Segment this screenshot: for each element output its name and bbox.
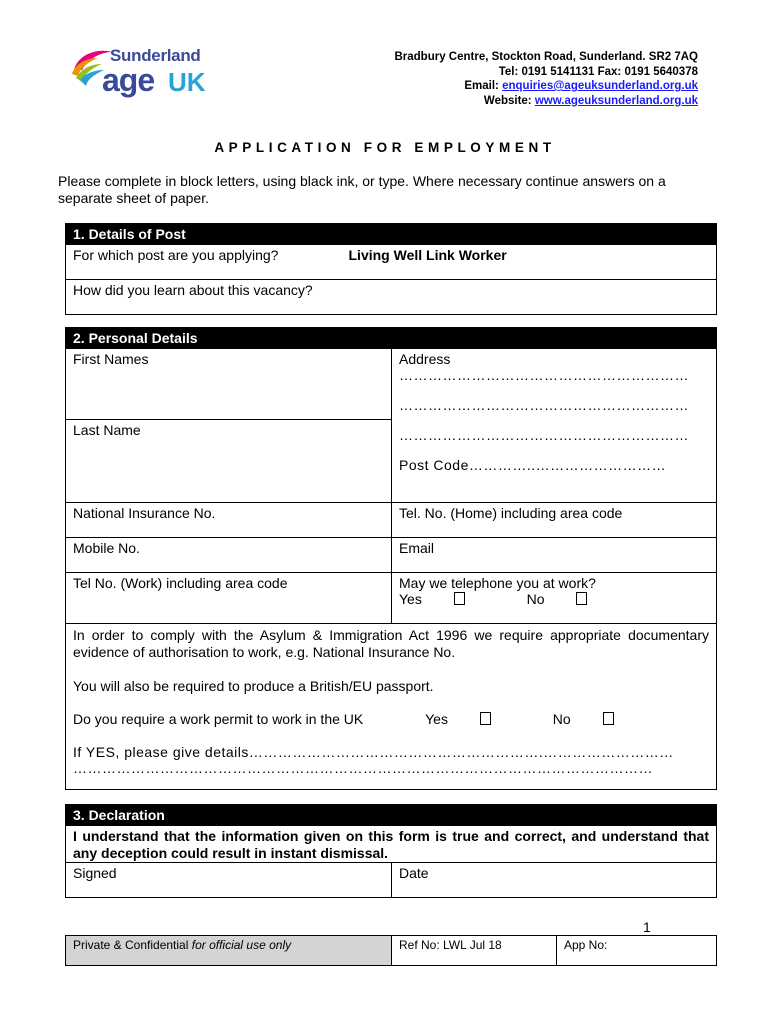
declaration-text: I understand that the information given on this form is true and correct, and understand that any deception could result in instant dismissal. (66, 826, 717, 863)
official-use-label: for official use only (191, 938, 292, 952)
phone-at-work-question: May we telephone you at work? (399, 575, 596, 591)
app-no-cell (557, 936, 717, 966)
intro-text: Please complete in block letters, using black ink, or type. Where necessary continue answers on a separate sheet of paper. (58, 173, 666, 206)
work-permit-yes-checkbox[interactable] (480, 712, 491, 725)
last-name-label: Last Name (73, 422, 141, 438)
email-label: Email: (464, 80, 503, 92)
vacancy-source-field[interactable] (66, 280, 717, 315)
vacancy-question: How did you learn about this vacancy? (73, 282, 313, 298)
phone-work-no-label: No (526, 591, 545, 607)
work-permit-details-line-1[interactable]: If YES, please give details…………………………………………………….……………………… (73, 744, 674, 760)
names-field[interactable] (66, 349, 392, 503)
email-link[interactable]: enquiries@ageuksunderland.org.uk (502, 80, 698, 92)
contact-tel: Tel: 0191 5141131 Fax: 0191 5640378 (498, 65, 698, 78)
logo-age-text: age (102, 62, 155, 98)
section-2-header: 2. Personal Details (66, 328, 717, 349)
section-3-header: 3. Declaration (66, 805, 717, 826)
signed-field[interactable] (66, 863, 392, 898)
phone-at-work-field (392, 573, 717, 624)
email-field-label: Email (399, 540, 435, 556)
logo-uk-text: UK (168, 67, 206, 97)
date-field[interactable] (392, 863, 717, 898)
first-names-label: First Names (73, 351, 149, 367)
org-logo (68, 40, 248, 102)
work-permit-no-checkbox[interactable] (603, 712, 614, 725)
address-label: Address (399, 351, 451, 367)
address-line-2: …………………………………………………… (399, 397, 689, 413)
website-label: Website: (483, 94, 535, 107)
signed-label: Signed (73, 865, 117, 881)
section-post-details (65, 223, 717, 315)
tel-home-label: Tel. No. (Home) including area code (399, 505, 623, 521)
ni-number-field[interactable] (66, 503, 392, 538)
ref-cell (392, 936, 557, 966)
post-applying-field[interactable] (66, 245, 717, 280)
names-divider (66, 367, 391, 420)
phone-work-yes-checkbox[interactable] (454, 592, 465, 605)
ni-label: National Insurance No. (73, 505, 216, 521)
work-permit-question: Do you require a work permit to work in the UK (73, 711, 364, 727)
confidential-cell (66, 936, 392, 966)
phone-work-no-checkbox[interactable] (576, 592, 587, 605)
post-code-line: Post Code…………..……………………… (399, 457, 667, 473)
date-label: Date (399, 865, 429, 881)
tel-home-field[interactable] (392, 503, 717, 538)
post-question: For which post are you applying? (73, 247, 279, 263)
section-1-header: 1. Details of Post (66, 224, 717, 245)
address-field[interactable] (392, 349, 717, 503)
tel-work-field[interactable] (66, 573, 392, 624)
section-personal-details (65, 327, 717, 790)
mobile-field[interactable] (66, 538, 392, 573)
work-permit-no-label: No (552, 711, 571, 727)
section-declaration (65, 804, 717, 898)
passport-note: You will also be required to produce a British/EU passport. (73, 678, 434, 694)
mobile-label: Mobile No. (73, 540, 140, 556)
contact-website-line (394, 94, 698, 109)
phone-work-yes-label: Yes (399, 591, 422, 607)
work-permit-details-line-2[interactable]: ………………………………………………………………………………………………………… (73, 760, 653, 776)
right-to-work-field (66, 624, 717, 790)
address-line-1: …………………………………………………… (399, 367, 689, 383)
tel-work-label: Tel No. (Work) including area code (73, 575, 288, 591)
logo-city-text: Sunderland (110, 46, 201, 65)
app-no-label: App No: (564, 938, 608, 952)
contact-address: Bradbury Centre, Stockton Road, Sunderland. SR2 7AQ (394, 51, 698, 63)
work-permit-yes-label: Yes (425, 711, 448, 727)
confidential-label: Private & Confidential (73, 938, 192, 952)
page-number: 1 (643, 919, 651, 935)
address-line-3: …………………………………………………… (399, 427, 689, 443)
ref-label: Ref No: LWL Jul 18 (399, 938, 502, 952)
post-answer: Living Well Link Worker (348, 247, 507, 263)
website-link[interactable]: www.ageuksunderland.org.uk (534, 94, 698, 107)
immigration-note: In order to comply with the Asylum & Immigration Act 1996 we require appropriate documentary evidence of authorisation to work, e.g. National Insurance No. (73, 627, 709, 660)
contact-block (394, 50, 698, 108)
contact-email-line (394, 79, 698, 94)
page-title: APPLICATION FOR EMPLOYMENT (214, 140, 556, 155)
office-use-footer (65, 935, 717, 966)
email-field[interactable] (392, 538, 717, 573)
